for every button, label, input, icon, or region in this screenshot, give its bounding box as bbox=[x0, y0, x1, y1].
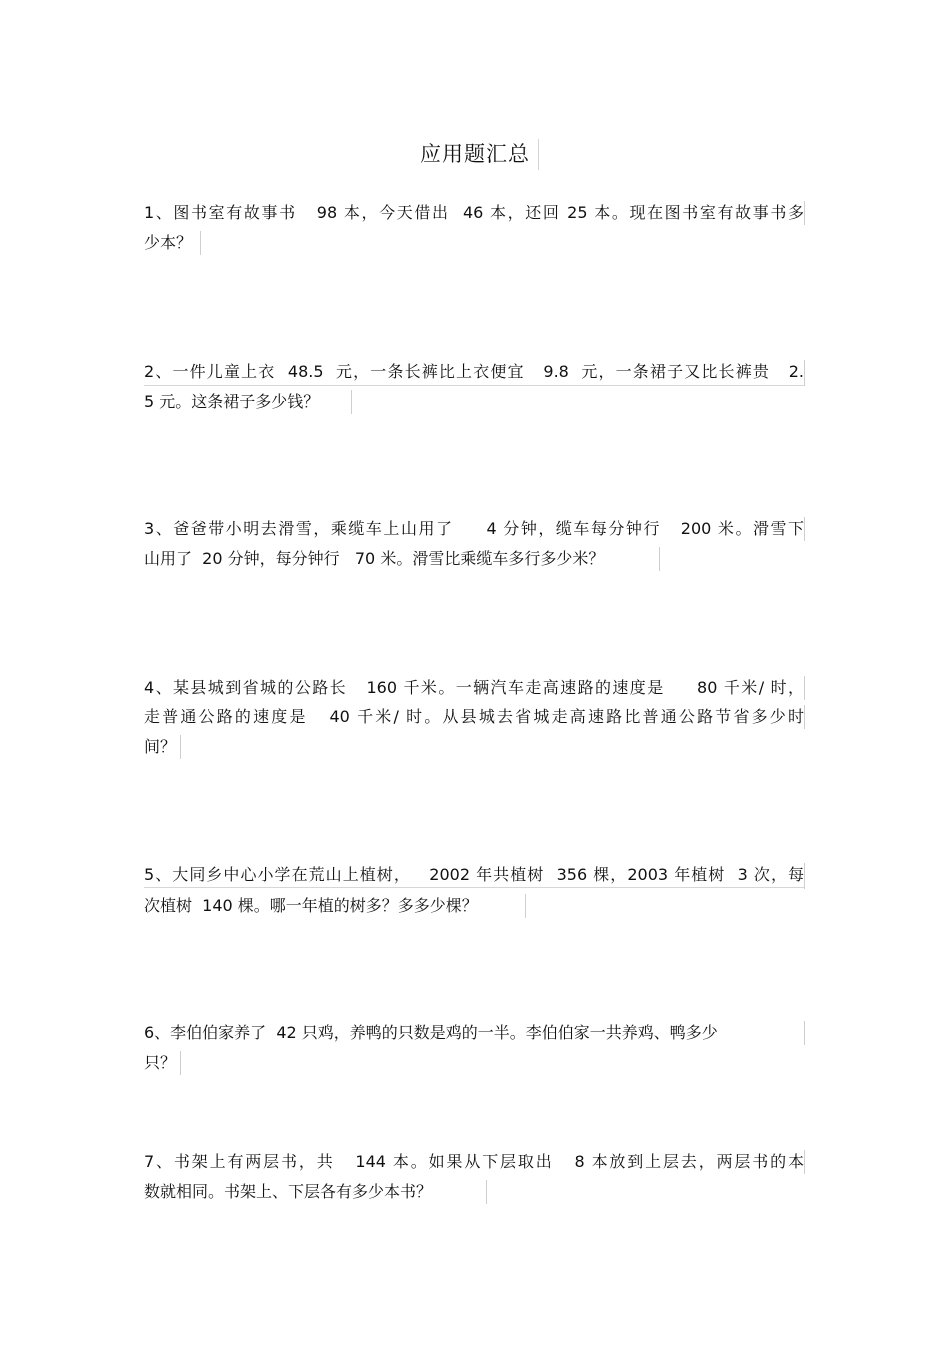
page-title: 应用题汇总 bbox=[420, 142, 530, 166]
problem-4-line-3: 间？ bbox=[144, 737, 177, 756]
divider bbox=[804, 863, 805, 889]
divider bbox=[144, 385, 804, 386]
problem-3-line-2: 山用了 20 分钟，每分钟行 70 米。滑雪比乘缆车多行多少米？ bbox=[144, 549, 605, 568]
divider bbox=[180, 735, 181, 759]
problem-6-line-1: 6、李伯伯家养了 42 只鸡，养鸭的只数是鸡的一半。李伯伯家一共养鸡、鸭多少 bbox=[144, 1023, 718, 1042]
problem-6-line-2: 只？ bbox=[144, 1053, 177, 1072]
problem-5-line-1: 5、大同乡中心小学在荒山上植树， 2002 年共植树 356 棵，2003 年植树 3 次，每 bbox=[144, 865, 804, 884]
problem-7-line-2: 数就相同。书架上、下层各有多少本书？ bbox=[144, 1182, 433, 1201]
problem-2-line-1: 2、一件儿童上衣 48.5 元，一条长裤比上衣便宜 9.8 元，一条裙子又比长裤贵 2. bbox=[144, 362, 804, 381]
divider bbox=[144, 887, 804, 888]
divider bbox=[200, 231, 201, 255]
divider bbox=[486, 1180, 487, 1204]
divider bbox=[180, 1051, 181, 1075]
divider bbox=[525, 894, 526, 918]
divider bbox=[804, 201, 805, 225]
problem-3-line-1: 3、爸爸带小明去滑雪，乘缆车上山用了 4 分钟，缆车每分钟行 200 米。滑雪下 bbox=[144, 519, 804, 538]
problem-4-line-2: 走普通公路的速度是 40 千米/ 时。从县城去省城走高速路比普通公路节省多少时 bbox=[144, 707, 804, 726]
divider bbox=[659, 547, 660, 571]
problem-1-line-1: 1、图书室有故事书 98 本，今天借出 46 本，还回 25 本。现在图书室有故事书多 bbox=[144, 203, 804, 222]
divider bbox=[804, 676, 805, 700]
divider bbox=[351, 390, 352, 414]
divider bbox=[804, 1150, 805, 1174]
problem-2-line-2: 5 元。这条裙子多少钱？ bbox=[144, 392, 320, 411]
problem-5-line-2: 次植树 140 棵。哪一年植的树多？多多少棵？ bbox=[144, 896, 478, 915]
divider bbox=[804, 517, 805, 541]
problem-7-line-1: 7、书架上有两层书，共 144 本。如果从下层取出 8 本放到上层去，两层书的本 bbox=[144, 1152, 804, 1171]
divider bbox=[804, 360, 805, 386]
problem-1-line-2: 少本？ bbox=[144, 233, 193, 252]
divider bbox=[538, 139, 539, 170]
divider bbox=[804, 705, 805, 729]
divider bbox=[804, 1021, 805, 1045]
problem-4-line-1: 4、某县城到省城的公路长 160 千米。一辆汽车走高速路的速度是 80 千米/ 时， bbox=[144, 678, 804, 697]
